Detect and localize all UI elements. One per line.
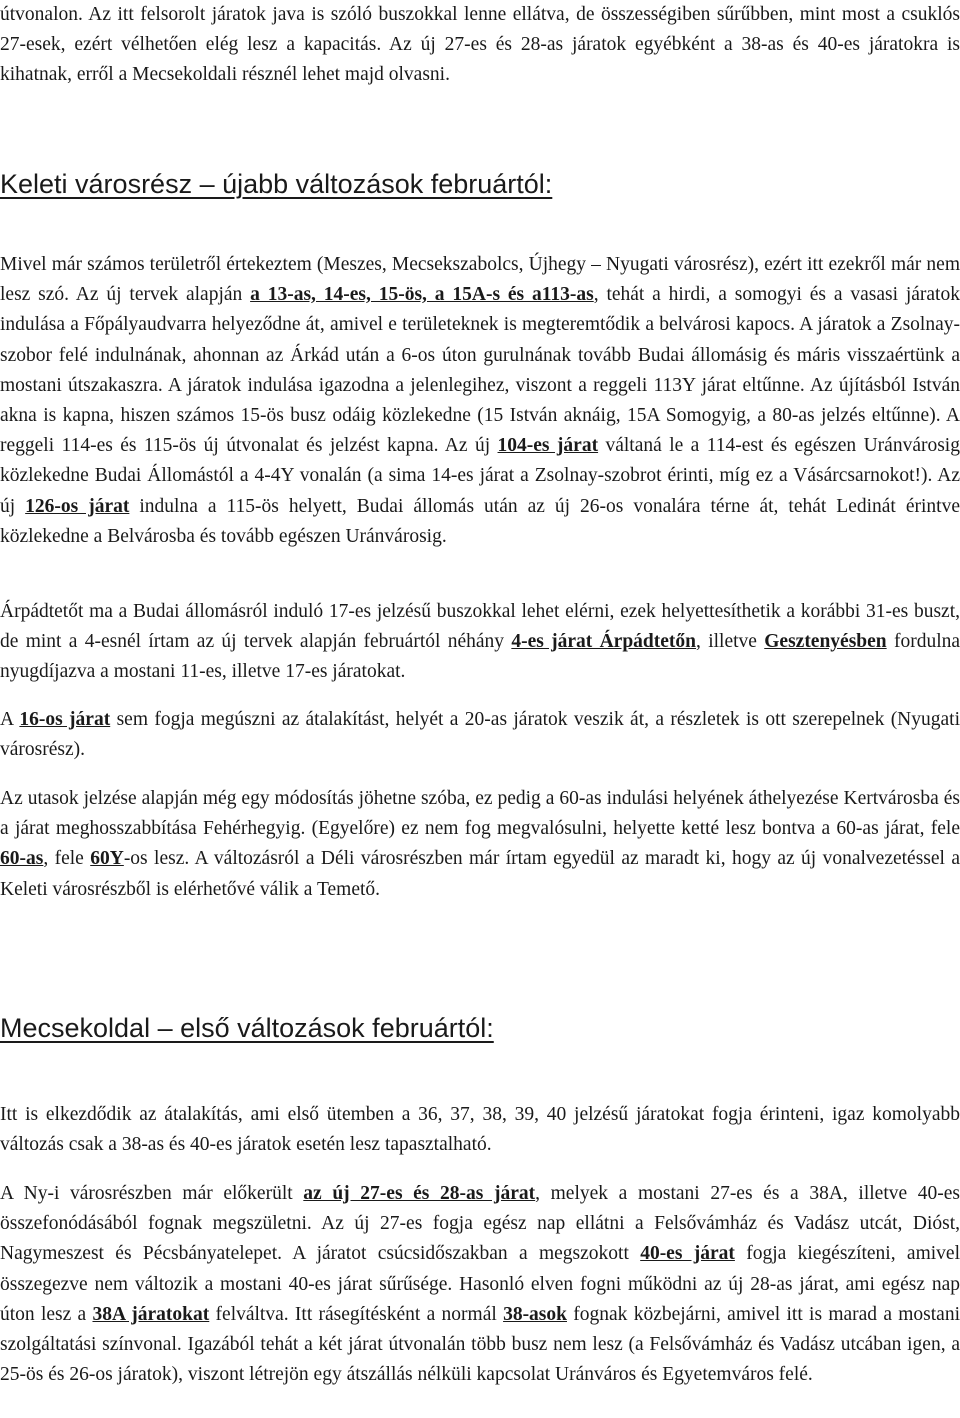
text-run: , melyek a mostani 27-es és a 38A, illetve 40-es összefonódásából fognak megszületni. Az új 27-es fogja egész nap ellátni a Felsővámház és Vadász utcát, Dióst, Nagymeszest és Pécsbányatelepet. A járatot csúcsidőszakban a megszokott	[0, 1183, 960, 1265]
keleti-paragraph-1	[0, 250, 960, 552]
text-run: fordulna nyugdíjazva a mostani 11-es, illetve 17-es járatokat.	[0, 631, 960, 683]
text-run: A Ny-i városrészben már előkerült	[0, 1183, 304, 1204]
route-highlight: 60-as	[0, 848, 44, 870]
route-highlight: az új 27-es és 28-as járat	[303, 1183, 536, 1204]
section-heading-mecsekoldal: Mecsekoldal – első változások februártól:	[0, 1013, 494, 1043]
text-run: Az utasok jelzése alapján még egy módosítás jöhetne szóba, ez pedig a 60-as indulási helyének áthelyezése Kertvárosba és a járat meghosszabbítása Fehérhegyig. (Egyelőre) ez nem fog megvalósulni, helyette ketté lesz bontva a 60-as járat, fele	[0, 788, 960, 840]
text-run: indulna a 115-ös helyett, Budai állomás után az új 26-os vonalára térne át, tehát Ledinát érintve közlekedne a Belvárosba és tovább egészen Uránvárosig.	[0, 495, 960, 547]
text-run: , fele	[43, 848, 91, 870]
text-run: váltaná le a 114-est és egészen Uránvárosig közlekedne Budai Állomástól a 4-4Y vonalán (a sima 14-es járat a Zsolnay-szobrot érinti, míg ez a Vásárcsarnokot!). Az új	[0, 435, 960, 517]
route-highlight: a 13-as, 14-es, 15-ös, a 15A-s és a113-as	[250, 284, 594, 306]
intro-text: útvonalon. Az itt felsorolt járatok java is szóló buszokkal lenne ellátva, de összességiben sűrűbben, mint most a csuklós 27-esek, ezért vélhetően elég lesz a kapacitás. Az új 27-es és 28-as járatok egyébként a 38-as és 40-es járatokra is kihatnak, erről a Mecsekoldali résznél lehet majd olvasni.	[0, 4, 960, 86]
text-run: , illetve	[696, 631, 765, 653]
keleti-paragraph-4	[0, 784, 960, 905]
route-highlight: 40-es járat	[640, 1243, 735, 1265]
text-run: Mivel már számos területről értekeztem (Meszes, Mecsekszabolcs, Újhegy – Nyugati városrész), ezért itt ezekről már nem lesz szó. Az új tervek alapján	[0, 254, 960, 306]
route-highlight: 104-es járat	[497, 435, 599, 457]
text-run: A	[0, 709, 20, 730]
route-highlight: 38A járatokat	[92, 1303, 210, 1325]
text-run: sem fogja megúszni az átalakítást, helyét a 20-as járatok veszik át, a részletek is ott szerepelnek (Nyugati városrész).	[0, 709, 960, 761]
route-highlight: 60Y	[90, 848, 124, 870]
text-run: Itt is elkezdődik az átalakítás, ami első ütemben a 36, 37, 38, 39, 40 jelzésű járatokat fogja érinteni, igaz komolyabb változás csak a 38-as és 40-es járatok esetén lesz tapasztalható.	[0, 1104, 960, 1156]
keleti-paragraph-2	[0, 597, 960, 688]
text-run: -os lesz. A változásról a Déli városrészben már írtam egyedül az maradt ki, hogy az új vonalvezetéssel a Keleti városrészből is elérhetővé válik a Temető.	[0, 848, 960, 900]
route-highlight: 126-os járat	[25, 495, 130, 517]
mecsek-paragraph-1	[0, 1100, 960, 1160]
route-highlight: 16-os járat	[19, 709, 111, 730]
mecsek-paragraph-2	[0, 1179, 960, 1390]
text-run: fogja kiegészíteni, amivel összegezve nem változik a mostani 40-es járat sűrűsége. Hasonló elven fogni működni az új 28-as járat, ami egész nap úton lesz a	[0, 1243, 960, 1325]
section-heading-keleti: Keleti városrész – újabb változások februártól:	[0, 169, 553, 199]
text-run: , tehát a hirdi, a somogyi és a vasasi járatok indulása a Főpályaudvarra helyeződne át, amivel e területeknek is megteremtődik a belvárosi kapocs. A járatok a Zsolnay-szobor felé indulnának, ahonnan az Árkád után a 6-os úton gurulnának tovább Budai állomásig és máris visszaértünk a mostani útszakaszra. A járatok indulása igazodna a jelenlegihez, viszont a reggeli 113Y járat eltűnne. Az újításból István akna is kapna, hiszen számos 15-ös busz odáig közlekedne (15 István aknáig, 15A Somogyig, a 80-as jelzés eltűnne). A reggeli 114-es és 115-ös új útvonalat és jelzést kapna. Az új	[0, 284, 960, 457]
text-run: fognak közbejárni, amivel itt is marad a mostani szolgáltatási színvonal. Igazából tehát a két járat útvonalán több busz nem lesz (a Felsővámház és Vadász utcában igen, a 25-ös és 26-os járatok), viszont létrejön egy átszállás nélküli kapcsolat Uránváros és Egyetemváros felé.	[0, 1303, 960, 1386]
keleti-paragraph-3	[0, 705, 960, 765]
text-run: felváltva. Itt rásegítésként a normál	[209, 1303, 504, 1325]
route-highlight: 38-asok	[503, 1303, 567, 1325]
text-run: Árpádtetőt ma a Budai állomásról induló 17-es jelzésű buszokkal lehet elérni, ezek helyettesíthetik a korábbi 31-es buszt, de mint a 4-esnél írtam az új tervek alapján februártól néhány	[0, 601, 960, 653]
place-highlight: Gesztenyésben	[764, 631, 887, 653]
intro-paragraph	[0, 0, 960, 91]
route-highlight: 4-es járat Árpádtetőn	[511, 631, 697, 653]
